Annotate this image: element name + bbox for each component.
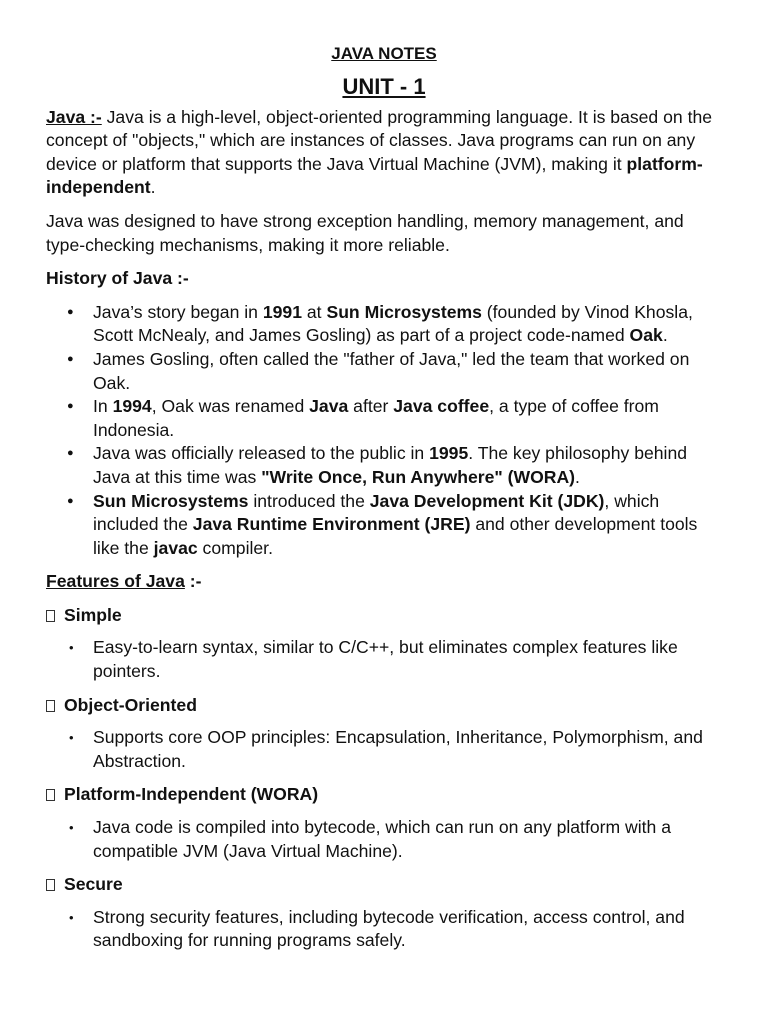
item-text: . The key philosophy behind Java at this time was	[93, 443, 688, 487]
item-bold: Java coffee	[393, 396, 490, 417]
item-text: .	[575, 466, 580, 487]
item-text: Java’s story began in	[93, 301, 263, 322]
feature-desc-list	[46, 726, 722, 773]
list-item: • Supports core OOP principles: Encapsulation, Inheritance, Polymorphism, and Abstraction.	[46, 726, 722, 773]
intro-end: .	[150, 177, 156, 198]
reliability-paragraph: Java was designed to have strong exception handling, memory management, and type-checking mechanisms, making it more reliable.	[46, 210, 684, 255]
item-bold: 1991	[262, 301, 302, 322]
item-text: In	[93, 396, 113, 417]
intro-label: Java :-	[46, 106, 102, 127]
unit-title: UNIT - 1	[342, 73, 426, 99]
list-item	[46, 395, 722, 442]
features-heading-suffix: :-	[184, 571, 202, 592]
feature-title-text: Object-Oriented	[64, 694, 197, 715]
list-item	[46, 442, 722, 489]
item-bold: 1995	[429, 443, 469, 464]
feature-title-text: Platform-Independent (WORA)	[64, 784, 319, 805]
item-text: Java was officially released to the public in	[93, 443, 430, 464]
item-bold: Oak	[629, 325, 663, 346]
feature-desc-list	[46, 636, 722, 683]
item-text: James Gosling, often called the "father of Java," led the team that worked on Oak.	[93, 348, 690, 393]
document-title: JAVA NOTES	[331, 44, 437, 63]
feature-desc-list	[46, 816, 722, 863]
feature-title	[46, 873, 722, 897]
list-item: • Java code is compiled into bytecode, which can run on any platform with a compatible JVM (Java Virtual Machine).	[46, 816, 722, 863]
item-bold: "Write Once, Run Anywhere" (WORA)	[261, 466, 576, 487]
missing-glyph-box-icon	[46, 879, 55, 891]
features-heading	[46, 570, 722, 594]
history-heading: History of Java :-	[46, 268, 189, 289]
item-text: after	[348, 396, 394, 417]
list-item: • Easy-to-learn syntax, similar to C/C++, but eliminates complex features like pointers.	[46, 636, 722, 683]
item-bold: Java	[309, 396, 349, 417]
item-text: introduced the	[248, 490, 370, 511]
document-page	[46, 42, 722, 963]
list-item	[46, 301, 722, 348]
feature-desc-list	[46, 906, 722, 953]
item-text: , a type of coffee from Indonesia.	[93, 396, 659, 440]
feature-title	[46, 694, 722, 718]
feature-title-text: Simple	[64, 604, 122, 625]
list-item	[46, 348, 722, 395]
intro-bold-term: platform-independent	[46, 153, 703, 198]
item-bold: javac	[153, 537, 198, 558]
item-text: at	[302, 301, 327, 322]
list-item: • Strong security features, including bytecode verification, access control, and sandboxing for running programs safely.	[46, 906, 722, 953]
item-text: , Oak was renamed	[151, 396, 310, 417]
item-text: compiler.	[197, 537, 273, 558]
missing-glyph-box-icon	[46, 610, 55, 622]
missing-glyph-box-icon	[46, 700, 55, 712]
intro-text: Java is a high-level, object-oriented programming language. It is based on the concept of "objects," which are instances of classes. Java programs can run on any device or platform that supports the Java Virtual Machine (JVM), making it	[46, 106, 713, 174]
item-bold: Java Development Kit (JDK)	[369, 490, 605, 511]
list-item	[46, 490, 722, 561]
item-bold: Java Runtime Environment (JRE)	[192, 514, 471, 535]
item-bold: Sun Microsystems	[326, 301, 482, 322]
missing-glyph-box-icon	[46, 789, 55, 801]
item-text: and other development tools like the	[93, 514, 698, 558]
item-text: .	[662, 325, 668, 346]
item-bold: 1994	[112, 396, 152, 417]
intro-paragraph	[46, 106, 722, 200]
feature-title	[46, 783, 722, 807]
item-text: (founded by Vinod Khosla, Scott McNealy, and James Gosling) as part of a project code-named	[93, 301, 693, 346]
item-bold: Sun Microsystems	[93, 490, 249, 511]
features-heading-text: Features of Java	[46, 571, 185, 592]
item-text: , which included the	[93, 490, 660, 535]
feature-title-text: Secure	[64, 874, 123, 895]
feature-title	[46, 604, 722, 628]
history-list	[46, 301, 722, 561]
